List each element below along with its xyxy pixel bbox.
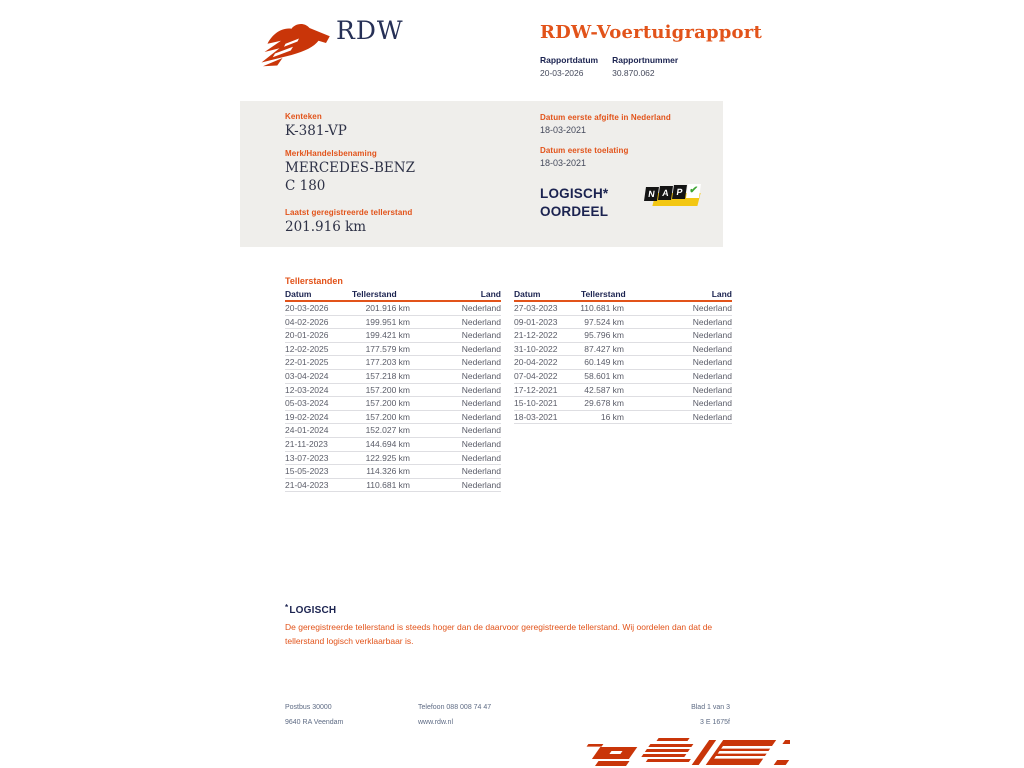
cell-tellerstand: 157.200 km — [365, 384, 410, 395]
cell-land: Nederland — [461, 343, 501, 354]
cell-datum: 04-02-2026 — [285, 316, 329, 327]
cell-datum: 21-04-2023 — [285, 479, 329, 490]
table-header — [514, 289, 732, 302]
table-row — [285, 397, 501, 411]
cell-land: Nederland — [461, 466, 501, 477]
cell-datum: 03-04-2024 — [285, 370, 329, 381]
table-row — [285, 316, 501, 330]
table-row — [514, 316, 732, 330]
column-header-datum: Datum — [514, 289, 541, 299]
cell-land: Nederland — [692, 330, 732, 341]
footnote-title-text: LOGISCH — [289, 605, 337, 616]
cell-tellerstand: 201.916 km — [365, 303, 410, 313]
tellerstanden-table-left — [285, 289, 501, 492]
table-header — [285, 289, 501, 302]
nap-check-icon: ✔ — [686, 184, 701, 198]
report-number-block — [612, 55, 678, 78]
tellerstanden-table-right — [514, 289, 732, 424]
toelating-label: Datum eerste toelating — [540, 146, 629, 155]
report-date-block — [540, 55, 598, 78]
cell-datum: 21-11-2023 — [285, 438, 328, 449]
footer-address-line1: Postbus 30000 — [285, 704, 332, 711]
cell-datum: 24-01-2024 — [285, 425, 329, 436]
cell-land: Nederland — [461, 452, 501, 463]
cell-tellerstand: 29.678 km — [584, 398, 624, 409]
cell-tellerstand: 87.427 km — [584, 343, 624, 354]
cell-land: Nederland — [461, 398, 501, 409]
cell-tellerstand: 152.027 km — [365, 425, 410, 436]
cell-land: Nederland — [461, 411, 501, 422]
report-number-value: 30.870.062 — [612, 68, 655, 78]
cell-datum: 20-04-2022 — [514, 357, 558, 368]
table-row — [285, 479, 501, 493]
tellerstand-label: Laatst geregistreerde tellerstand — [285, 208, 413, 217]
afgifte-label: Datum eerste afgifte in Nederland — [540, 113, 671, 122]
cell-land: Nederland — [461, 316, 501, 327]
oordeel-line2: OORDEEL — [540, 204, 609, 219]
cell-tellerstand: 58.601 km — [584, 370, 624, 381]
cell-datum: 31-10-2022 — [514, 343, 558, 354]
table-row — [514, 397, 732, 411]
cell-land: Nederland — [461, 370, 501, 381]
merk-label: Merk/Handelsbenaming — [285, 149, 377, 158]
cell-datum: 20-01-2026 — [285, 330, 329, 341]
toelating-value: 18-03-2021 — [540, 158, 587, 168]
table-row — [285, 302, 501, 316]
cell-tellerstand: 157.200 km — [365, 398, 410, 409]
cell-land: Nederland — [692, 370, 732, 381]
footnote-asterisk: * — [285, 603, 289, 612]
cell-tellerstand: 114.326 km — [366, 466, 410, 477]
oordeel-verdict — [540, 185, 608, 221]
cell-datum: 22-01-2025 — [285, 357, 329, 368]
cell-land: Nederland — [461, 357, 501, 368]
report-number-label: Rapportnummer — [612, 55, 679, 65]
merk-value: MERCEDES-BENZ C 180 — [285, 160, 415, 194]
cell-datum: 21-12-2022 — [514, 330, 558, 341]
cell-tellerstand: 16 km — [600, 411, 624, 422]
cell-datum: 15-10-2021 — [514, 398, 558, 409]
cell-land: Nederland — [692, 316, 732, 327]
footer-website: www.rdw.nl — [418, 719, 454, 726]
tellerstand-value: 201.916 km — [285, 219, 367, 235]
cell-land: Nederland — [461, 425, 501, 436]
table-row — [285, 370, 501, 384]
logisch-footnote — [285, 603, 751, 648]
table-row — [514, 370, 732, 384]
footer-page-number: Blad 1 van 3 — [691, 704, 730, 711]
column-header-land: Land — [480, 289, 501, 299]
table-body — [514, 302, 732, 424]
cell-land: Nederland — [461, 303, 501, 313]
cell-datum: 15-05-2023 — [285, 466, 329, 477]
cell-land: Nederland — [692, 411, 732, 422]
cell-tellerstand: 42.587 km — [584, 384, 624, 395]
kenteken-value: K-381-VP — [285, 123, 347, 139]
cell-datum: 07-04-2022 — [514, 370, 558, 381]
cell-land: Nederland — [461, 330, 501, 341]
page-title: RDW-Voertuigrapport — [540, 22, 762, 43]
footer-page-info — [630, 700, 730, 730]
table-row — [285, 384, 501, 398]
table-row — [285, 465, 501, 479]
cell-tellerstand: 177.579 km — [365, 343, 410, 354]
cell-tellerstand: 177.203 km — [365, 357, 410, 368]
report-date-value: 20-03-2026 — [540, 68, 584, 78]
cell-land: Nederland — [461, 479, 501, 490]
cell-land: Nederland — [692, 357, 732, 368]
cell-land: Nederland — [692, 343, 732, 354]
cell-land: Nederland — [692, 384, 732, 395]
cell-land: Nederland — [692, 398, 732, 409]
cell-datum: 13-07-2023 — [285, 452, 329, 463]
table-row — [514, 411, 732, 425]
nap-logo — [645, 183, 701, 210]
cell-datum: 12-03-2024 — [285, 384, 329, 395]
table-row — [514, 356, 732, 370]
table-row — [285, 424, 501, 438]
footer-phone: Telefoon 088 008 74 47 — [418, 704, 492, 711]
table-row — [514, 329, 732, 343]
column-header-datum: Datum — [285, 289, 312, 299]
cell-tellerstand: 157.200 km — [365, 411, 410, 422]
tellerstanden-heading: Tellerstanden — [285, 276, 343, 286]
table-body — [285, 302, 501, 492]
cell-tellerstand: 199.421 km — [365, 330, 410, 341]
report-meta — [540, 55, 678, 78]
nap-letter-p: P — [672, 185, 687, 199]
cell-land: Nederland — [692, 303, 732, 313]
table-row — [285, 343, 501, 357]
cell-datum: 09-01-2023 — [514, 316, 558, 327]
footnote-title — [285, 603, 751, 616]
kenteken-label: Kenteken — [285, 112, 322, 121]
cell-land: Nederland — [461, 384, 501, 395]
footer-contact — [418, 700, 491, 730]
footer-address — [285, 700, 343, 730]
footer-doc-code: 3 E 1675f — [700, 719, 730, 726]
cell-tellerstand: 110.681 km — [366, 479, 410, 490]
cell-datum: 18-03-2021 — [514, 411, 558, 422]
column-header-land: Land — [711, 289, 732, 299]
cell-datum: 20-03-2026 — [285, 303, 329, 313]
cell-tellerstand: 122.925 km — [365, 452, 410, 463]
cell-datum: 05-03-2024 — [285, 398, 329, 409]
cell-tellerstand: 95.796 km — [584, 330, 624, 341]
vehicle-summary-box — [240, 101, 723, 247]
nap-letter-n: N — [644, 187, 659, 201]
table-row — [285, 329, 501, 343]
cell-tellerstand: 199.951 km — [365, 316, 410, 327]
nap-letter-a: A — [658, 186, 673, 200]
cell-datum: 17-12-2021 — [514, 384, 558, 395]
footer-address-line2: 9640 RA Veendam — [285, 719, 344, 726]
cell-land: Nederland — [461, 438, 501, 449]
cell-tellerstand: 97.524 km — [584, 316, 624, 327]
cell-tellerstand: 157.218 km — [365, 370, 410, 381]
rdw-logo-icon — [260, 18, 332, 68]
cell-tellerstand: 144.694 km — [365, 438, 410, 449]
table-row — [514, 343, 732, 357]
oordeel-line1: LOGISCH* — [540, 186, 609, 201]
table-row — [285, 356, 501, 370]
cell-datum: 12-02-2025 — [285, 343, 329, 354]
cell-datum: 27-03-2023 — [514, 303, 558, 313]
report-date-label: Rapportdatum — [540, 55, 599, 65]
rdw-logo-text: RDW — [336, 16, 404, 45]
table-row — [514, 384, 732, 398]
afgifte-value: 18-03-2021 — [540, 125, 587, 135]
footnote-text: De geregistreerde tellerstand is steeds hoger dan de daarvoor geregistreerde tellerstand. Wij oordelen dan dat de tellerstand logisch verklaarbaar is. — [285, 622, 713, 646]
cell-tellerstand: 60.149 km — [584, 357, 624, 368]
cell-tellerstand: 110.681 km — [580, 303, 624, 313]
table-row — [285, 452, 501, 466]
cell-datum: 19-02-2024 — [285, 411, 329, 422]
table-row — [285, 411, 501, 425]
table-row — [285, 438, 501, 452]
column-header-tellerstand: Tellerstand — [352, 289, 397, 299]
rdw-wing-graphic-icon — [546, 736, 790, 768]
table-row — [514, 302, 732, 316]
column-header-tellerstand: Tellerstand — [581, 289, 626, 299]
